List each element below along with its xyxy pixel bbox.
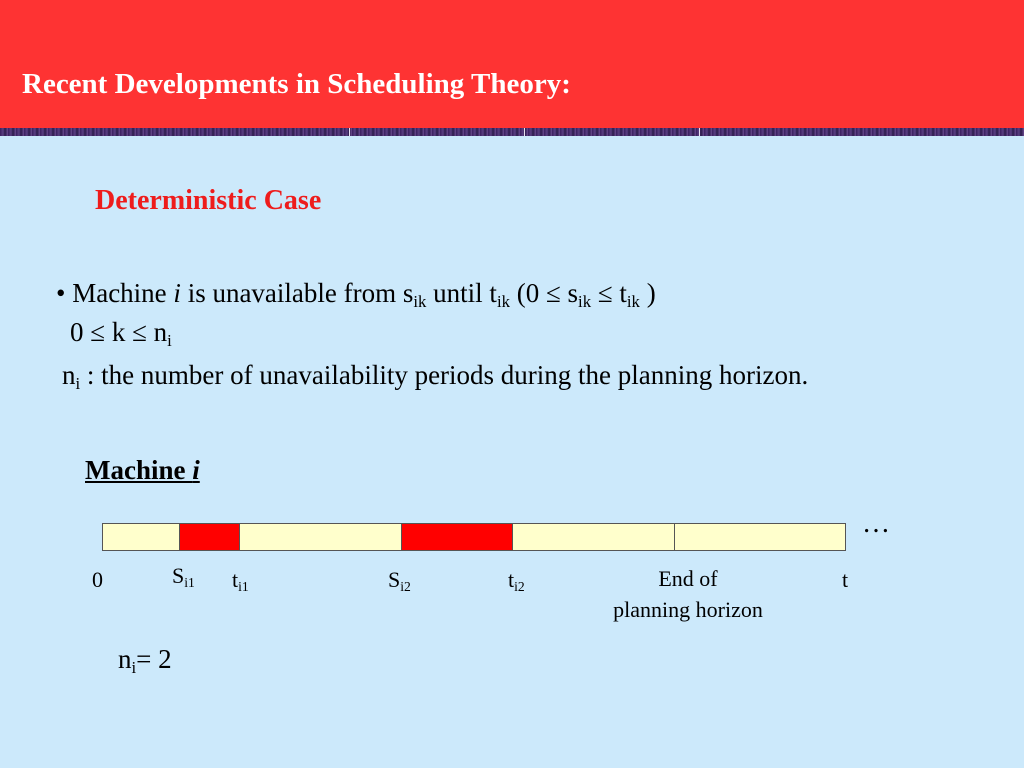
subscript: i	[75, 374, 81, 394]
unavailable-period-1	[179, 524, 240, 550]
k-range: 0 ≤ k ≤ n	[70, 317, 168, 347]
label-t-i2	[508, 567, 525, 593]
end-label-line-1: End of	[658, 566, 718, 591]
ni-value: = 2	[136, 644, 172, 674]
label-t: t	[842, 567, 849, 592]
continuation-ellipsis: …	[862, 508, 890, 539]
text-unavailable-from: is unavailable from s	[187, 278, 414, 308]
machine-heading-word: Machine	[85, 455, 186, 485]
bullet-marker: •	[56, 278, 66, 308]
label-s-i1	[172, 563, 195, 589]
end-of-horizon-label	[588, 563, 788, 625]
bullet-line-1	[56, 278, 656, 312]
section-subtitle: Deterministic Case	[95, 185, 322, 216]
subscript: ik	[496, 292, 510, 312]
strip-tick	[349, 128, 350, 136]
machine-heading-index: i	[192, 455, 200, 485]
machine-word: Machine	[72, 278, 167, 308]
label-t-i1-letter: t	[232, 567, 239, 592]
banner-strip	[0, 128, 1024, 136]
subscript: i	[131, 658, 137, 678]
n-definition: : the number of unavailability periods during the planning horizon.	[86, 360, 809, 390]
machine-heading	[85, 455, 200, 486]
text-constraint-open: (0 ≤ s	[516, 278, 579, 308]
subscript: i	[167, 331, 172, 351]
n-symbol: n	[62, 360, 76, 390]
label-s-i2	[388, 567, 411, 593]
bullet-line-2	[70, 317, 172, 351]
ni-count	[118, 644, 172, 678]
subscript: i1	[238, 579, 249, 595]
planning-horizon-divider	[674, 524, 675, 550]
label-s-i2-letter: S	[388, 567, 401, 592]
strip-tick	[699, 128, 700, 136]
unavailable-period-2	[401, 524, 513, 550]
machine-index: i	[173, 278, 181, 308]
subscript: ik	[626, 292, 640, 312]
label-t-i2-letter: t	[508, 567, 515, 592]
text-constraint-close: )	[646, 278, 656, 308]
title-banner	[0, 0, 1024, 128]
label-zero: 0	[92, 567, 103, 592]
subscript: i2	[514, 579, 525, 595]
label-s-i1-letter: S	[172, 563, 185, 588]
bullet-line-3	[62, 360, 809, 394]
subscript: ik	[413, 292, 427, 312]
ni-letter: n	[118, 644, 132, 674]
strip-tick	[524, 128, 525, 136]
subscript: i2	[400, 579, 411, 595]
end-label-line-2: planning horizon	[613, 597, 763, 622]
slide-title: Recent Developments in Scheduling Theory:	[22, 68, 571, 100]
text-until: until t	[433, 278, 497, 308]
label-t-i1	[232, 567, 249, 593]
subscript: i1	[184, 575, 195, 591]
text-constraint-le: ≤ t	[597, 278, 627, 308]
subscript: ik	[578, 292, 592, 312]
timeline-bar	[102, 523, 846, 551]
